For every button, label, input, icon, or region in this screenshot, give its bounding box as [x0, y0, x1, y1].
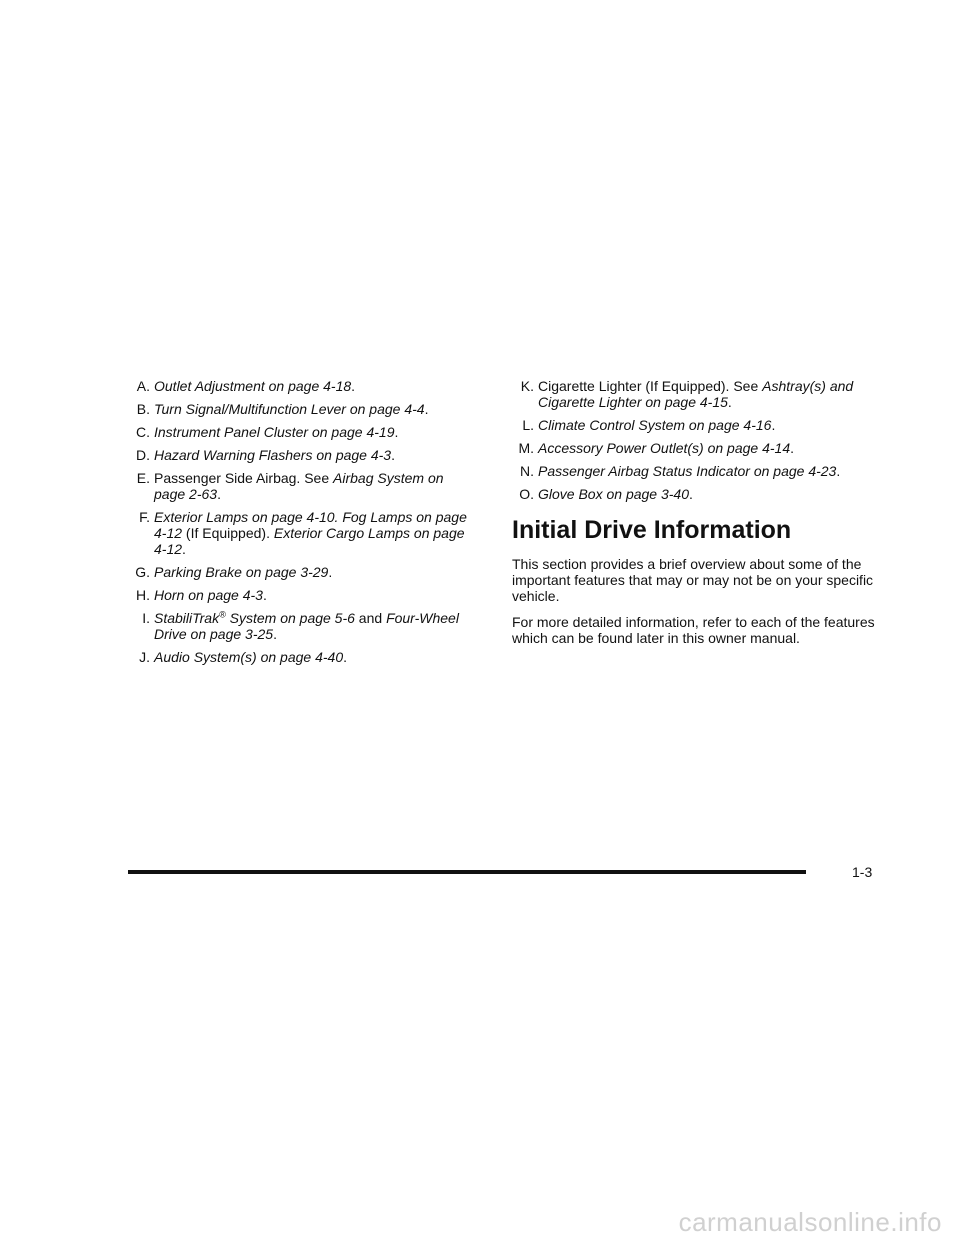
legend-item — [128, 447, 478, 463]
page-reference: Exterior Lamps on page 4-10. Fog Lamps on page 4-12 — [154, 509, 467, 541]
legend-text: Cigarette Lighter (If Equipped). See — [538, 378, 763, 394]
page-reference: Four-Wheel Drive on page 3-25 — [154, 610, 459, 642]
page-reference: Audio System(s) on page 4-40 — [154, 649, 344, 665]
legend-text: . — [182, 541, 186, 557]
legend-text: and — [354, 610, 387, 626]
watermark: carmanualsonline.info — [678, 1207, 942, 1237]
page-reference: Instrument Panel Cluster on page 4-19 — [154, 424, 395, 440]
legend-text: . — [328, 564, 333, 580]
page-reference: Horn on page 4-3 — [154, 587, 263, 603]
legend-item — [512, 417, 882, 433]
legend-letter: C. — [136, 424, 150, 440]
legend-text: . — [273, 626, 277, 642]
legend-item — [128, 424, 478, 440]
legend-item — [512, 378, 882, 410]
legend-item — [128, 587, 478, 603]
legend-text: . — [689, 486, 693, 502]
legend-letter: D. — [136, 447, 150, 463]
legend-text: . — [771, 417, 776, 433]
page-reference: ® — [219, 609, 226, 620]
legend-text: . — [343, 649, 347, 665]
legend-item — [128, 649, 478, 665]
legend-letter: L. — [522, 417, 534, 433]
legend-text: . — [391, 447, 395, 463]
page-reference: System on page 5-6 — [225, 610, 355, 626]
legend-letter: E. — [136, 470, 150, 486]
legend-item — [128, 401, 478, 417]
page-reference: Parking Brake on page 3-29 — [154, 564, 329, 580]
legend-text: Passenger Side Airbag. See — [154, 470, 334, 486]
legend-item — [128, 470, 478, 502]
page-reference: Climate Control System on page 4-16 — [538, 417, 772, 433]
footer-rule — [128, 870, 806, 874]
legend-letter: H. — [136, 587, 150, 603]
legend-text: . — [790, 440, 795, 456]
legend-item — [512, 486, 882, 502]
legend-text: . — [351, 378, 356, 394]
legend-item — [512, 463, 882, 479]
legend-item — [128, 610, 478, 642]
legend-text: . — [217, 486, 221, 502]
page-reference: Ashtray(s) and Cigarette Lighter on page 4-15 — [538, 378, 854, 410]
page-reference: Passenger Airbag Status Indicator on page 4-23 — [538, 463, 837, 479]
legend-letter: A. — [136, 378, 150, 394]
legend-letter: J. — [139, 649, 150, 665]
legend-letter: N. — [520, 463, 534, 479]
legend-letter: G. — [135, 564, 150, 580]
page-reference: Outlet Adjustment on page 4-18 — [154, 378, 352, 394]
legend-letter: B. — [136, 401, 150, 417]
page-reference: Turn Signal/Multifunction Lever on page 4-4 — [154, 401, 425, 417]
legend-letter: O. — [519, 486, 534, 502]
legend-letter: M. — [518, 440, 534, 456]
legend-item — [512, 440, 882, 456]
legend-text: . — [727, 394, 732, 410]
page-reference: Glove Box on page 3-40 — [538, 486, 689, 502]
legend-letter: K. — [520, 378, 534, 394]
legend-text: . — [836, 463, 841, 479]
legend-item — [128, 564, 478, 580]
legend-text: . — [262, 587, 267, 603]
section-paragraph-1: This section provides a brief overview about some of the important features that may or may not be on your specific vehicle. — [512, 556, 874, 604]
page-reference: Airbag System on page 2-63 — [154, 470, 444, 502]
legend-text: . — [424, 401, 429, 417]
legend-letter: I. — [142, 610, 150, 626]
legend-text: (If Equipped). — [182, 525, 274, 541]
legend-list-left — [128, 378, 478, 672]
legend-letter: F. — [139, 509, 150, 525]
page-number: 1-3 — [852, 864, 873, 880]
section-paragraph-2: For more detailed information, refer to each of the features which can be found later in this owner manual. — [512, 614, 875, 646]
page-reference: Hazard Warning Flashers on page 4-3 — [154, 447, 392, 463]
legend-item — [128, 378, 478, 394]
section-title: Initial Drive Information — [512, 516, 792, 544]
legend-item — [128, 509, 478, 557]
legend-text: . — [394, 424, 399, 440]
right-column — [512, 378, 882, 656]
page-reference: StabiliTrak — [154, 610, 220, 626]
legend-list-right — [512, 378, 882, 502]
page-reference: Exterior Cargo Lamps on page 4-12 — [154, 525, 465, 557]
page-reference: Accessory Power Outlet(s) on page 4-14 — [538, 440, 791, 456]
